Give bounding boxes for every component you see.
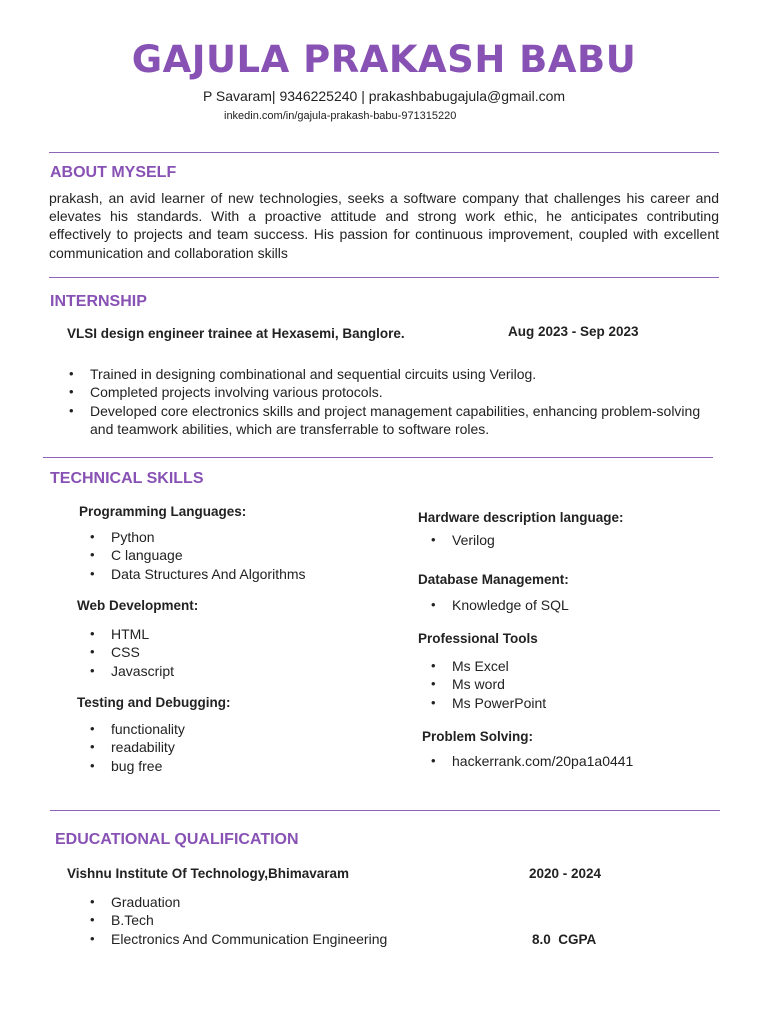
list-item: • HTML <box>90 625 390 643</box>
list-item: • bug free <box>90 757 390 775</box>
skill-list-hdl <box>431 531 731 549</box>
list-item: • Knowledge of SQL <box>431 596 731 614</box>
list-item: • readability <box>90 738 390 756</box>
list-item: • Ms Excel <box>431 657 731 675</box>
skill-heading-database: Database Management: <box>418 572 569 587</box>
divider <box>50 810 720 811</box>
skill-list-problem-solving <box>431 752 731 770</box>
contact-line: P Savaram| 9346225240 | prakashbabugajula@gmail.com <box>202 88 566 104</box>
education-institute: Vishnu Institute Of Technology,Bhimavaram <box>67 866 350 881</box>
divider <box>49 277 719 278</box>
list-item: • Completed projects involving various protocols. <box>69 383 719 401</box>
education-title: EDUCATIONAL QUALIFICATION <box>55 831 299 848</box>
list-item: • Data Structures And Algorithms <box>90 565 390 583</box>
skill-heading-web: Web Development: <box>77 598 199 613</box>
about-text: prakash, an avid learner of new technologies, seeks a software company that challenges his career and elevates his standards. With a proactive attitude and strong work ethic, he anticipates contributing effectively to projects and team success. His passion for continuous improvement, coupled with excellent communication and collaboration skills <box>49 190 719 261</box>
divider <box>49 152 719 153</box>
skill-list-testing <box>90 720 390 775</box>
education-years: 2020 - 2024 <box>529 866 602 881</box>
list-item: • B.Tech <box>90 911 490 929</box>
skill-list-database <box>431 596 731 614</box>
internship-bullets <box>69 365 719 439</box>
linkedin-url: inkedin.com/in/gajula-prakash-babu-971315220 <box>224 110 457 122</box>
skills-title: TECHNICAL SKILLS <box>50 470 204 487</box>
skill-list-programming <box>90 528 390 583</box>
education-cgpa: 8.0 CGPA <box>532 932 597 947</box>
skill-heading-problem-solving: Problem Solving: <box>422 729 534 744</box>
divider <box>43 457 713 458</box>
internship-dates: Aug 2023 - Sep 2023 <box>508 324 639 339</box>
internship-role: VLSI design engineer trainee at Hexasemi, Banglore. <box>67 326 405 341</box>
list-item: • Developed core electronics skills and project management capabilities, enhancing problem-solving and teamwork abilities, which are transferrable to software roles. <box>69 402 719 439</box>
list-item: • C language <box>90 546 390 564</box>
list-item: • Ms word <box>431 675 731 693</box>
list-item: • functionality <box>90 720 390 738</box>
list-item: • Verilog <box>431 531 731 549</box>
list-item: • Javascript <box>90 662 390 680</box>
skill-heading-testing: Testing and Debugging: <box>77 695 231 710</box>
list-item: • Graduation <box>90 893 490 911</box>
list-item: • Trained in designing combinational and sequential circuits using Verilog. <box>69 365 719 383</box>
skill-list-web <box>90 625 390 680</box>
skill-heading-programming: Programming Languages: <box>79 504 247 519</box>
internship-title: INTERNSHIP <box>50 293 147 310</box>
about-title: ABOUT MYSELF <box>50 164 177 181</box>
skill-heading-hdl: Hardware description language: <box>418 510 624 525</box>
list-item: • hackerrank.com/20pa1a0441 <box>431 752 731 770</box>
skill-heading-tools: Professional Tools <box>418 631 538 646</box>
list-item: • Ms PowerPoint <box>431 694 731 712</box>
list-item: • Electronics And Communication Engineering <box>90 930 490 948</box>
list-item: • Python <box>90 528 390 546</box>
skill-list-tools <box>431 657 731 712</box>
education-list <box>90 893 490 948</box>
list-item: • CSS <box>90 643 390 661</box>
resume-name: GAJULA PRAKASH BABU <box>131 38 637 81</box>
